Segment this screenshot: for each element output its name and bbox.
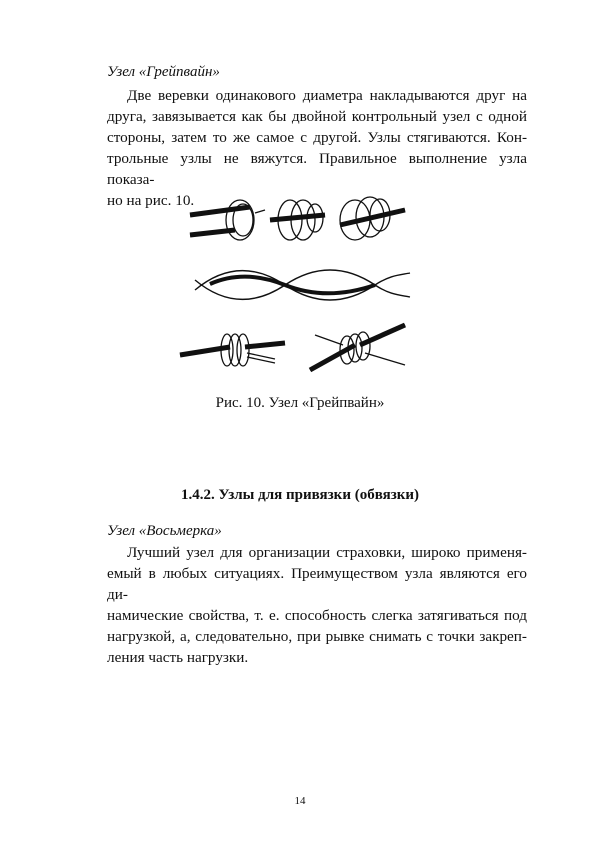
knot-stage-4 — [195, 270, 410, 300]
paragraph-line: друга, завязывается как бы двойной контрольный узел с одной — [107, 108, 527, 125]
knot-stage-3 — [340, 197, 405, 240]
paragraph-line: стороны, затем то же самое с другой. Узлы стягиваются. Кон- — [107, 129, 527, 146]
paragraph-line: Лучший узел для организации страховки, широко применя- — [127, 544, 527, 561]
knot-stage-5 — [180, 334, 285, 366]
knot-figure-eight-title: Узел «Восьмерка» — [107, 523, 222, 539]
knot-figure-eight-paragraph — [107, 542, 527, 668]
paragraph-line: ления часть нагрузки. — [107, 649, 249, 666]
paragraph-line: трольные узлы не вяжутся. Правильное выполнение узла показа- — [107, 150, 527, 188]
knot-grapevine-title: Узел «Грейпвайн» — [107, 64, 220, 80]
paragraph-line: нагрузкой, а, следовательно, при рывке снимать с точки закреп- — [107, 628, 527, 645]
paragraph-line: емый в любых ситуациях. Преимуществом узла являются его ди- — [107, 565, 527, 603]
paragraph-line: Две веревки одинакового диаметра накладываются друг на — [127, 87, 527, 104]
knot-stage-2 — [270, 200, 325, 240]
knot-stage-1 — [190, 200, 265, 240]
grapevine-knot-illustration — [175, 185, 425, 385]
section-title: 1.4.2. Узлы для привязки (обвязки) — [180, 487, 420, 503]
paragraph-line: но на рис. 10. — [107, 192, 195, 209]
knot-stage-6 — [310, 325, 405, 370]
page-number: 14 — [294, 795, 306, 807]
paragraph-line: намические свойства, т. е. способность слегка затягиваться под — [107, 607, 527, 624]
figure-caption: Рис. 10. Узел «Грейпвайн» — [215, 395, 385, 411]
